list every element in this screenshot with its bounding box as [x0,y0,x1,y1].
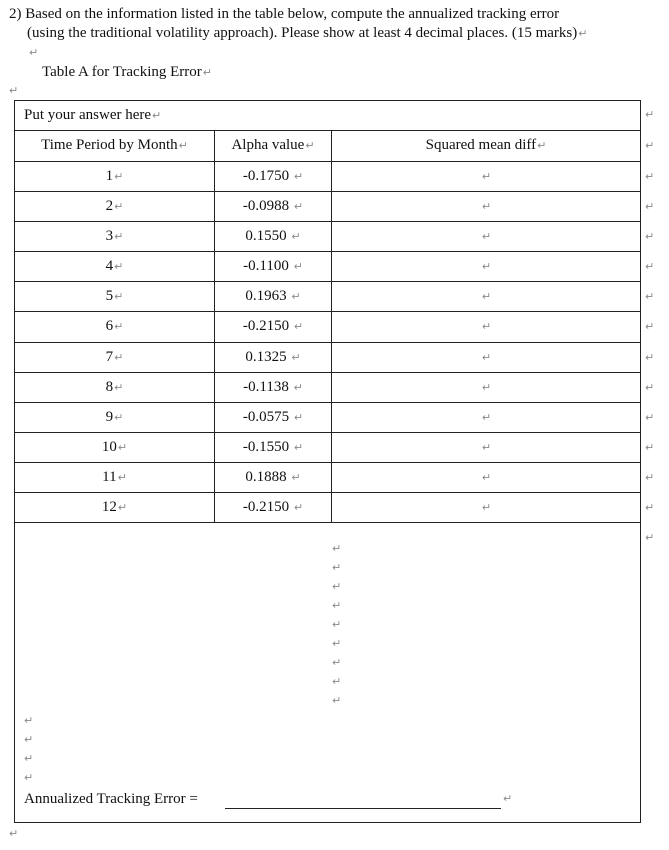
question-line-1: 2) Based on the information listed in the table below, compute the annualized tracking error [9,6,560,22]
empty-line-mark: ↵ [24,752,34,765]
row-end-mark: ↵ [645,531,655,544]
paragraph-mark: ↵ [481,260,492,273]
table-rule [14,372,641,373]
squared-diff-cell[interactable] [332,228,640,245]
paragraph-mark: ↵ [481,290,492,303]
row-end-mark: ↵ [645,139,655,152]
paragraph-mark: ↵ [178,139,188,152]
paragraph-mark: ↵ [293,260,303,273]
alpha-cell: 0.1550 ↵ [245,228,301,244]
month-cell: 10↵ [101,439,128,455]
alpha-cell: -0.0575 ↵ [242,409,304,425]
paragraph-mark: ↵ [29,46,39,59]
alpha-cell: -0.0988 ↵ [242,198,304,214]
alpha-cell: -0.1750 ↵ [242,168,304,184]
paragraph-mark: ↵ [293,170,304,183]
squared-diff-cell[interactable] [332,349,640,366]
squared-diff-cell[interactable] [332,258,640,275]
header-month: Time Period by Month↵ [41,137,188,153]
empty-line-mark: ↵ [332,542,342,555]
month-cell: 3↵ [105,228,124,244]
table-rule [14,251,641,252]
empty-line-mark: ↵ [332,580,342,593]
empty-line-mark: ↵ [24,771,34,784]
annualized-label: Annualized Tracking Error = [24,791,198,807]
table-rule [14,221,641,222]
alpha-cell: 0.1888 ↵ [245,469,301,485]
paragraph-mark: ↵ [291,351,301,364]
empty-line-mark: ↵ [332,599,342,612]
paragraph-mark: ↵ [114,230,124,243]
row-end-mark: ↵ [645,260,655,273]
month-cell: 12↵ [101,499,128,515]
squared-diff-cell[interactable] [332,409,640,426]
table-rule [14,161,641,162]
table-rule [14,130,641,131]
row-end-mark: ↵ [645,200,655,213]
table-rule [14,191,641,192]
table-rule [14,432,641,433]
paragraph-mark: ↵ [481,471,492,484]
row-end-mark: ↵ [645,441,655,454]
paragraph-mark: ↵ [503,792,513,805]
paragraph-mark: ↵ [481,200,492,213]
row-end-mark: ↵ [645,411,655,424]
paragraph-mark: ↵ [117,501,128,514]
paragraph-mark: ↵ [117,471,127,484]
paragraph-mark: ↵ [9,827,19,840]
paragraph-mark: ↵ [114,411,124,424]
month-cell: 5↵ [105,288,124,304]
alpha-cell: 0.1963 ↵ [245,288,301,304]
row-end-mark: ↵ [645,471,655,484]
empty-line-mark: ↵ [332,694,342,707]
empty-line-mark: ↵ [332,561,342,574]
month-cell: 8↵ [105,379,124,395]
paragraph-mark: ↵ [291,230,301,243]
month-cell: 4↵ [105,258,124,274]
table-rule [14,281,641,282]
row-end-mark: ↵ [645,170,655,183]
header-squared-mean-diff: Squared mean diff↵ [425,137,547,153]
paragraph-mark: ↵ [293,411,304,424]
squared-diff-cell[interactable] [332,379,640,396]
row-end-mark: ↵ [645,351,655,364]
table-rule [14,402,641,403]
row-end-mark: ↵ [645,501,655,514]
row-end-mark: ↵ [645,381,655,394]
alpha-cell: -0.1138 ↵ [243,379,303,395]
paragraph-mark: ↵ [481,501,492,514]
squared-diff-cell[interactable] [332,318,640,335]
paragraph-mark: ↵ [291,471,301,484]
row-end-mark: ↵ [645,108,655,121]
table-rule [14,492,641,493]
paragraph-mark: ↵ [481,411,492,424]
paragraph-mark: ↵ [578,27,588,40]
month-cell: 11↵ [102,469,127,485]
paragraph-mark: ↵ [481,230,492,243]
alpha-cell: -0.2150 ↵ [242,318,304,334]
empty-line-mark: ↵ [24,733,34,746]
alpha-cell: -0.1100 ↵ [243,258,303,274]
answer-blank[interactable] [225,808,501,809]
paragraph-mark: ↵ [114,170,124,183]
paragraph-mark: ↵ [293,501,304,514]
empty-line-mark: ↵ [332,637,342,650]
paragraph-mark: ↵ [114,200,124,213]
table-rule [14,311,641,312]
table-caption: Table A for Tracking Error↵ [42,64,212,80]
squared-diff-cell[interactable] [332,168,640,185]
paragraph-mark: ↵ [117,441,128,454]
paragraph-mark: ↵ [293,200,304,213]
paragraph-mark: ↵ [305,139,315,152]
table-rule [14,522,641,523]
month-cell: 2↵ [105,198,124,214]
squared-diff-cell[interactable] [332,288,640,305]
table-rule [14,462,641,463]
table-rule [14,342,641,343]
row-end-mark: ↵ [645,320,655,333]
month-cell: 7↵ [105,349,124,365]
paragraph-mark: ↵ [291,290,301,303]
alpha-cell: -0.1550 ↵ [242,439,304,455]
paragraph-mark: ↵ [114,260,124,273]
paragraph-mark: ↵ [114,351,124,364]
squared-diff-cell[interactable] [332,499,640,516]
empty-line-mark: ↵ [332,656,342,669]
paragraph-mark: ↵ [481,320,492,333]
month-cell: 1↵ [105,168,124,184]
squared-diff-cell[interactable] [332,439,640,456]
empty-line-mark: ↵ [24,714,34,727]
alpha-cell: 0.1325 ↵ [245,349,301,365]
empty-line-mark: ↵ [332,618,342,631]
squared-diff-cell[interactable] [332,469,640,486]
paragraph-mark: ↵ [293,381,303,394]
paragraph-mark: ↵ [481,441,492,454]
question-line-2: (using the traditional volatility approach). Please show at least 4 decimal places. (15 marks)↵ [27,25,588,41]
answer-prompt[interactable]: Put your answer here↵ [24,107,162,123]
paragraph-mark: ↵ [481,381,492,394]
squared-diff-cell[interactable] [332,198,640,215]
paragraph-mark: ↵ [293,441,304,454]
month-cell: 9↵ [105,409,124,425]
paragraph-mark: ↵ [293,320,304,333]
alpha-cell: -0.2150 ↵ [242,499,304,515]
paragraph-mark: ↵ [481,351,492,364]
paragraph-mark: ↵ [481,170,492,183]
paragraph-mark: ↵ [114,320,124,333]
paragraph-mark: ↵ [114,290,124,303]
paragraph-mark: ↵ [9,84,19,97]
header-alpha: Alpha value↵ [231,137,315,153]
paragraph-mark: ↵ [537,139,547,152]
paragraph-mark: ↵ [114,381,124,394]
row-end-mark: ↵ [645,230,655,243]
month-cell: 6↵ [105,318,124,334]
paragraph-mark: ↵ [152,109,162,122]
row-end-mark: ↵ [645,290,655,303]
empty-line-mark: ↵ [332,675,342,688]
paragraph-mark: ↵ [202,66,212,79]
